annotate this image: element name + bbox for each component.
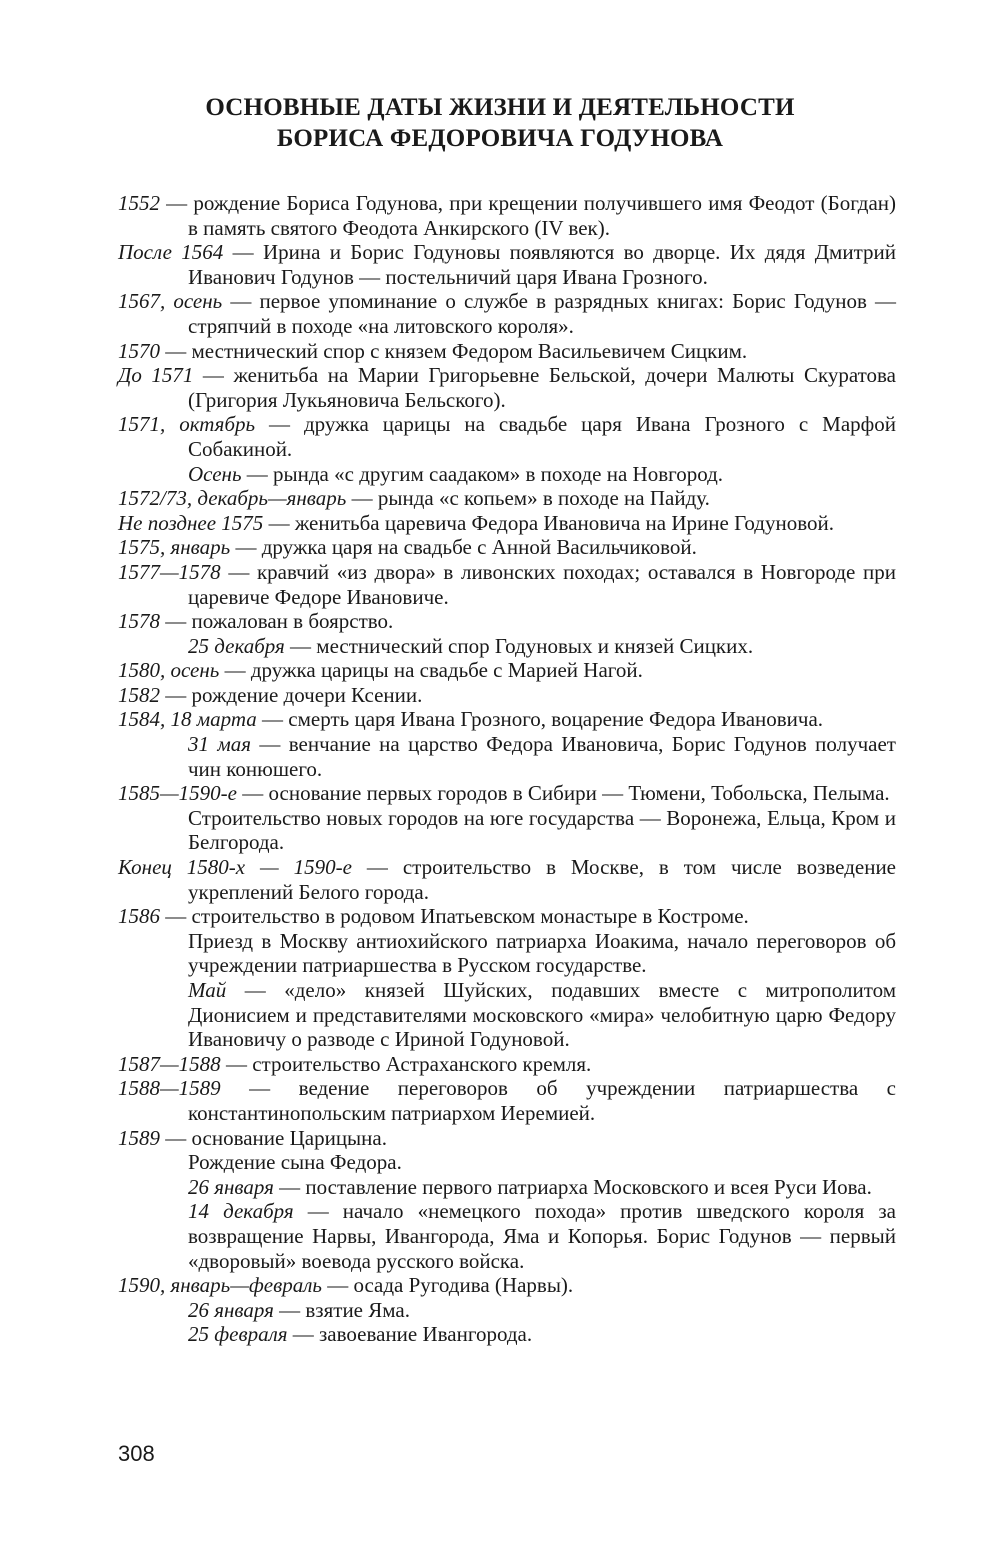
entry-text: — строительство в родовом Ипатьевском монастыре в Костроме. (160, 904, 749, 929)
entry-text: — взятие Яма. (273, 1297, 410, 1322)
chronology-entry (118, 904, 896, 929)
entry-text: — Ирина и Борис Годуновы появляются во дворце. Их дядя Дмитрий Иванович Годунов — постельничий царя Ивана Грозного. (188, 240, 896, 289)
entry-text: — начало «немецкого похода» против шведского короля за возвращение Нарвы, Ивангорода, Яма и Копорья. Борис Годунов — первый «дворовый» воевода русского войска. (188, 1199, 896, 1273)
chronology-entry (118, 412, 896, 461)
entry-date: 1590, январь—февраль (118, 1273, 322, 1298)
chronology-entry (118, 289, 896, 338)
entry-date: До 1571 (118, 363, 194, 388)
page-title (0, 92, 1000, 154)
chronology-entry (118, 855, 896, 904)
entry-text: Приезд в Москву антиохийского патриарха Иоакима, начало переговоров об учреждении патриаршества в Русском государстве. (188, 928, 896, 978)
chronology-subentry (118, 1150, 896, 1175)
chronology-entry (118, 658, 896, 683)
entry-text: — ведение переговоров об учреждении патриаршества с константинопольским патриархом Иеремией. (188, 1076, 896, 1125)
chronology-entry (118, 240, 896, 289)
entry-text: — местнический спор Годуновых и князей Сицких. (284, 633, 754, 658)
entry-date: 31 мая (188, 732, 252, 757)
entry-date: Не позднее 1575 (118, 510, 264, 535)
entry-text: — рождение Бориса Годунова, при крещении получившего имя Феодот (Богдан) в память святого Феодота Анкирского (IV век). (160, 191, 896, 240)
chronology-entry (118, 339, 896, 364)
entry-text: — смерть царя Ивана Грозного, воцарение Федора Ивановича. (256, 707, 824, 732)
chronology-subentry (118, 1322, 896, 1347)
entry-date: 1587—1588 (118, 1051, 221, 1076)
chronology-subentry (118, 806, 896, 855)
chronology-entry (118, 535, 896, 560)
chronology-entry (118, 191, 896, 240)
entry-text: Рождение сына Федора. (188, 1150, 402, 1175)
chronology-entry (118, 486, 896, 511)
chronology-entry (118, 560, 896, 609)
entry-text: — осада Ругодива (Нарвы). (321, 1273, 574, 1298)
entry-text: — рында «с другим саадаком» в походе на Новгород. (241, 461, 724, 486)
entry-date: 14 декабря (188, 1199, 294, 1224)
chronology-subentry (118, 929, 896, 978)
entry-text: — основание первых городов в Сибири — Тюмени, Тобольска, Пелыма. (237, 781, 890, 806)
entry-text: — дружка царя на свадьбе с Анной Васильчиковой. (230, 535, 697, 560)
entry-text: — пожалован в боярство. (160, 609, 394, 634)
entry-text: — местнический спор с князем Федором Васильевичем Сицким. (160, 338, 748, 363)
entry-date: 1589 (118, 1125, 160, 1150)
entry-text: — рында «с копьем» в походе на Пайду. (346, 486, 710, 511)
title-line-1: ОСНОВНЫЕ ДАТЫ ЖИЗНИ И ДЕЯТЕЛЬНОСТИ (205, 94, 795, 121)
entry-date: 26 января (188, 1297, 274, 1322)
entry-text: — первое упоминание о службе в разрядных книгах: Борис Годунов — стряпчий в походе «на литовского короля». (188, 289, 896, 338)
chronology-entry (118, 1076, 896, 1125)
entry-date: 1588—1589 (118, 1076, 221, 1101)
entry-date: 1571, октябрь (118, 412, 256, 437)
chronology-entry (118, 781, 896, 806)
entry-date: 25 февраля (188, 1322, 288, 1347)
page-number: 308 (118, 1441, 155, 1466)
chronology-subentry (118, 1199, 896, 1273)
entry-date: 1584, 18 марта (118, 707, 257, 732)
chronology-subentry (118, 1298, 896, 1323)
entry-text: — основание Царицына. (160, 1125, 387, 1150)
entry-date: 1586 (118, 904, 160, 929)
entry-text: — строительство Астраханского кремля. (220, 1051, 592, 1076)
chronology-entry (118, 609, 896, 634)
entry-date: 1575, январь (118, 535, 231, 560)
chronology-entry (118, 363, 896, 412)
entry-text: — завоевание Ивангорода. (287, 1322, 533, 1347)
entry-date: 1582 (118, 682, 160, 707)
entry-date: 1567, осень (118, 289, 223, 314)
chronology-subentry (118, 462, 896, 487)
chronology-entry (118, 511, 896, 536)
entry-text: — рождение дочери Ксении. (160, 682, 423, 707)
entry-date: 1580, осень (118, 658, 220, 683)
chronology-entry (118, 1273, 896, 1298)
entry-date: 25 декабря (188, 633, 285, 658)
chronology-subentry (118, 732, 896, 781)
entry-date: 1585—1590-е (118, 781, 237, 806)
entry-text: — «дело» князей Шуйских, подавших вместе с митрополитом Дионисием и представителями московского «мира» челобитную царю Федору Ивановичу о разводе с Ириной Годуновой. (188, 978, 896, 1052)
chronology-list (118, 191, 896, 1347)
entry-text: Строительство новых городов на юге государства — Воронежа, Ельца, Кром и Белгорода. (188, 805, 896, 855)
chronology-entry (118, 683, 896, 708)
chronology-entry (118, 707, 896, 732)
entry-text: — дружка царицы на свадьбе царя Ивана Грозного с Марфой Собакиной. (188, 412, 896, 461)
entry-text: — дружка царицы на свадьбе с Марией Нагой. (219, 658, 643, 683)
entry-date: 1572/73, декабрь—январь (118, 486, 347, 511)
entry-date: 26 января (188, 1174, 274, 1199)
entry-text: — женитьба царевича Федора Ивановича на Ирине Годуновой. (263, 510, 834, 535)
chronology-entry (118, 1052, 896, 1077)
entry-date: Конец 1580-х — 1590-е (118, 855, 352, 880)
entry-date: Май (188, 978, 227, 1002)
entry-date: 1570 (118, 338, 160, 363)
chronology-entry (118, 1126, 896, 1151)
chronology-subentry (118, 634, 896, 659)
entry-date: После 1564 (118, 240, 224, 265)
entry-text: — кравчий «из двора» в ливонских походах; оставался в Новгороде при царевиче Федоре Ивановиче. (188, 559, 896, 609)
entry-date: Осень (188, 461, 242, 486)
entry-date: 1552 (118, 191, 160, 215)
entry-text: — строительство в Москве, в том числе возведение укреплений Белого города. (188, 855, 897, 904)
entry-text: — поставление первого патриарха Московского и всея Руси Иова. (273, 1174, 872, 1199)
title-line-2: БОРИСА ФЕДОРОВИЧА ГОДУНОВА (276, 125, 724, 152)
entry-date: 1578 (118, 609, 160, 634)
chronology-subentry (118, 978, 896, 1052)
entry-text: — венчание на царство Федора Ивановича, Борис Годунов получает чин конюшего. (188, 732, 896, 781)
chronology-subentry (118, 1175, 896, 1200)
entry-text: — женитьба на Марии Григорьевне Бельской, дочери Малюты Скуратова (Григория Лукьяновича Бельского). (188, 363, 896, 412)
entry-date: 1577—1578 (118, 559, 221, 584)
